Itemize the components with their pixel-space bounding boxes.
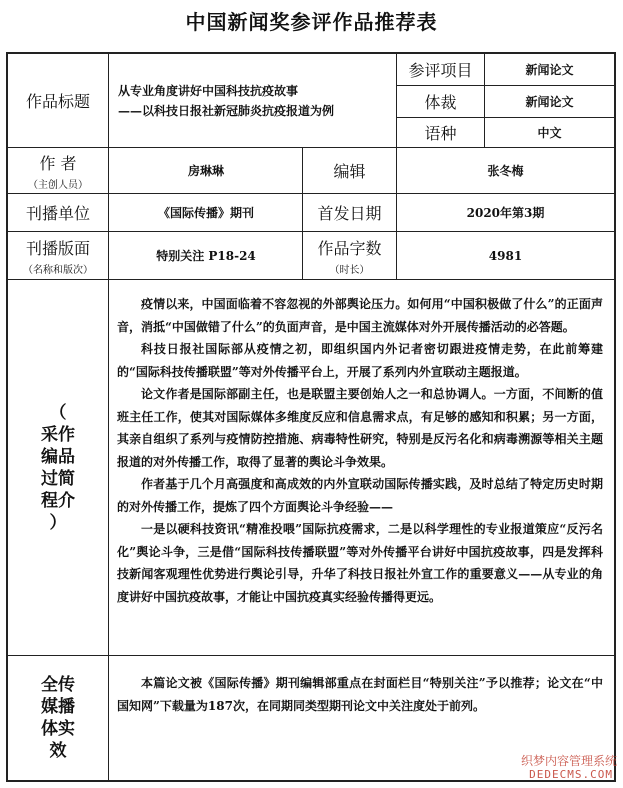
genre-label: 体裁 [424,93,457,112]
table-border-bottom [6,780,616,782]
effect-label: 全传 媒播 体实 效 [41,675,75,761]
publication-value: 《国际传播》期刊 [157,206,254,220]
table-border-right [614,52,616,782]
watermark-domain: DEDECMS.COM [529,768,613,781]
layout-value: 特别关注 P18-24 [156,249,256,263]
effect-text: 本篇论文被《国际传播》期刊编辑部重点在封面栏目“特别关注”予以推荐；论文在“中国知网”下载量为187次，在同期同类型期刊论文中关注度处于前列。 [117,676,603,713]
process-paragraph: 作者基于几个月高强度和高成效的内外宣联动国际传播实践，及时总结了特定历史时期的对外传播工作，提炼了四个方面舆论斗争经验—— [117,477,603,514]
process-paragraph: 论文作者是国际部副主任，也是联盟主要创始人之一和总协调人。一方面，不间断的值班主任工作，使其对国际媒体多维度反应和信息需求点，有足够的感知和积累；另一方面，其亲自组织了系列与疫情防控措施、病毒特性研究，特别是反污名化和病毒溯源等相关主题报道的对外传播工作，取得了显著的舆论斗争效果。 [117,387,603,469]
category-label: 参评项目 [408,61,473,80]
language-label: 语种 [424,124,457,143]
process-paragraph: 科技日报社国际部从疫情之初，即组织国内外记者密切跟进疫情走势，在此前筹建的“国际科技传播联盟”等对外传播平台上，开展了系列内外宣联动主题报道。 [117,342,603,379]
process-text [117,293,603,608]
author-label: 作 者 （主创人员） [28,153,88,191]
watermark-text: 织梦内容管理系统 [520,754,617,768]
author-value: 房琳琳 [187,164,224,178]
publication-label: 刊播单位 [25,204,90,223]
first-date-value: 2020年第3期 [466,206,545,220]
work-title-label: 作品标题 [25,92,90,111]
layout-label: 刊播版面 （名称和版次） [23,238,93,276]
word-count-value: 4981 [488,248,523,263]
page-title: 中国新闻奖参评作品推荐表 [185,10,438,34]
work-title-main: 从专业角度讲好中国科技抗疫故事 [118,83,299,98]
language-value: 中文 [537,126,562,140]
editor-value: 张冬梅 [487,164,524,178]
category-value: 新闻论文 [525,63,574,77]
genre-value: 新闻论文 [525,95,574,109]
editor-label: 编辑 [333,162,366,181]
first-date-label: 首发日期 [317,204,382,223]
work-title-value [110,54,396,147]
table-rule [108,52,109,780]
process-paragraph: 疫情以来，中国面临着不容忽视的外部舆论压力。如何用“中国积极做了什么”的正面声音，消抵“中国做错了什么”的负面声音，是中国主流媒体对外开展传播活动的必答题。 [117,297,603,334]
process-paragraph: 一是以硬科技资讯“精准投喂”国际抗疫需求，二是以科学理性的专业报道策应“反污名化”舆论斗争，三是借“国际科技传播联盟”等对外传播平台讲好中国抗疫故事，四是发挥科技新闻客观理性优势进行舆论引导，升华了科技日报社外宣工作的重要意义——从专业的角度讲好中国抗疫故事，才能让中国抗疫真实经验传播得更远。 [117,522,603,604]
process-label: （ 采作 编品 过简 程介 ） [41,402,75,533]
word-count-label: 作品字数 （时长） [317,238,382,276]
work-title-subtitle: ——以科技日报社新冠肺炎抗疫报道为例 [118,103,335,118]
